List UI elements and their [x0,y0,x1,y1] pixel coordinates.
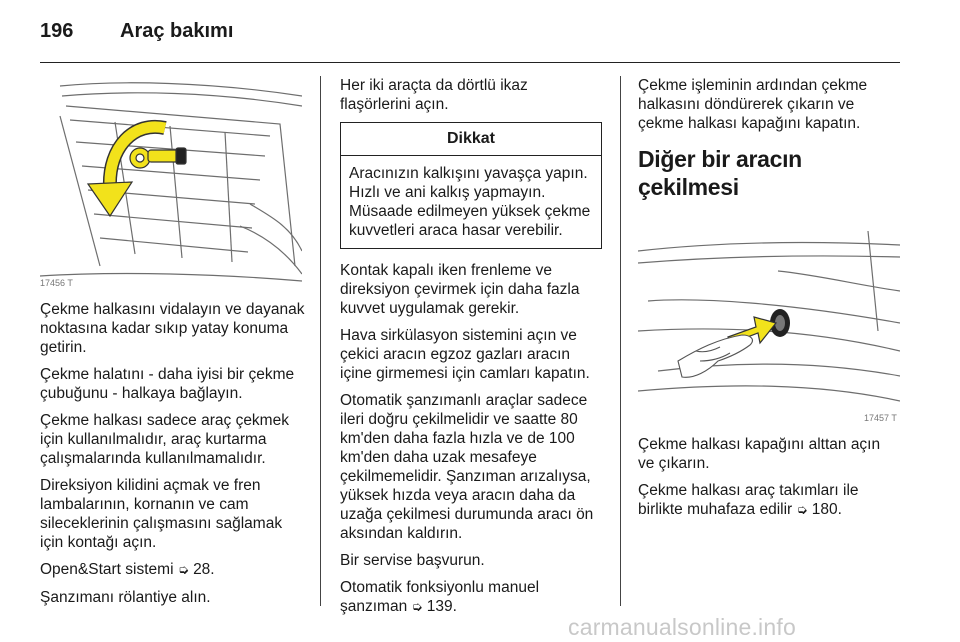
reference-page[interactable]: 180. [811,501,842,518]
watermark: carmanualsonline.info [568,614,796,640]
page-number: 196 [40,20,74,42]
paragraph: Her iki araçta da dörtlü ikaz flaşörlerini açın. [340,77,528,113]
reference-text: Otomatik fonksiyonlu manuel şanzıman [340,579,540,615]
page-header [40,16,900,46]
page-title: Araç bakımı [120,20,234,42]
paragraph: Çekme halkası kapağını alttan açın ve çıkarın. [638,436,881,472]
figure-tow-eye-cover [638,211,900,421]
warning-title: Dikkat [341,123,601,156]
reference-page[interactable]: 139. [426,598,457,615]
paragraph: Çekme halkası sadece araç çekmek için kullanılmalıdır, araç kurtarma çalışmalarında kullanılmamalıdır. [40,412,289,467]
figure-tow-eye-mounting [40,76,302,286]
paragraph: Hava sirkülasyon sistemini açın ve çekici aracın egzoz gazları aracın içine girmemesi için camları kapatın. [340,327,590,382]
reference-text: Open&Start sistemi [40,561,174,578]
figure-code: 17457 T [864,413,897,421]
warning-box [340,122,602,249]
tow-eye-illustration [40,76,302,286]
column-left [40,76,308,615]
paragraph-with-reference [638,481,900,520]
page-reference-icon: ➭ [411,600,423,615]
warning-body: Aracınızın kalkışını yavaşça yapın. Hızlı ve ani kalkış yapmayın. Müsaade edilmeyen yüksek çekme kuvvetleri araca hasar verebilir. [349,165,591,239]
paragraph-with-reference [340,578,602,617]
paragraph: Otomatik şanzımanlı araçlar sadece ileri doğru çekilmelidir ve saatte 80 km'den daha fazla hızla ve de 100 km'den daha uzak mesafeye çekilmemelidir. Şanzıman arızalıysa, yüksek hızda veya aracın daha da uzağa çekilmesi durumunda aracı ön aksından kaldırın. [340,392,594,542]
header-rule [40,62,900,63]
cover-removal-illustration [638,211,900,421]
column-right [638,76,900,528]
reference-text: Çekme halkası araç takımları ile birlikte muhafaza edilir [638,482,859,518]
paragraph: Çekme halkasını vidalayın ve dayanak noktasına kadar sıkıp yatay konuma getirin. [40,301,305,356]
column-middle [340,76,602,625]
paragraph: Çekme işleminin ardından çekme halkasını döndürerek çıkarın ve çekme halkası kapağını kapatın. [638,77,868,132]
paragraph: Çekme halatını - daha iyisi bir çekme çubuğunu - halkaya bağlayın. [40,366,295,402]
section-heading: Diğer bir aracın çekilmesi [638,146,802,200]
column-divider [320,76,321,606]
paragraph-with-reference [40,560,308,580]
figure-code: 17456 T [40,278,73,286]
paragraph: Bir servise başvurun. [340,552,485,569]
paragraph: Kontak kapalı iken frenleme ve direksiyon çevirmek için daha fazla kuvvet uygulamak gerekir. [340,262,580,317]
page-reference-icon: ➭ [796,503,808,518]
column-divider [620,76,621,606]
paragraph: Direksiyon kilidini açmak ve fren lambalarının, kornanın ve cam sileceklerinin çalışmasını sağlamak için kontağı açın. [40,477,283,551]
reference-page[interactable]: 28. [193,561,215,578]
page-reference-icon: ➭ [177,563,189,578]
paragraph: Şanzımanı rölantiye alın. [40,589,211,606]
